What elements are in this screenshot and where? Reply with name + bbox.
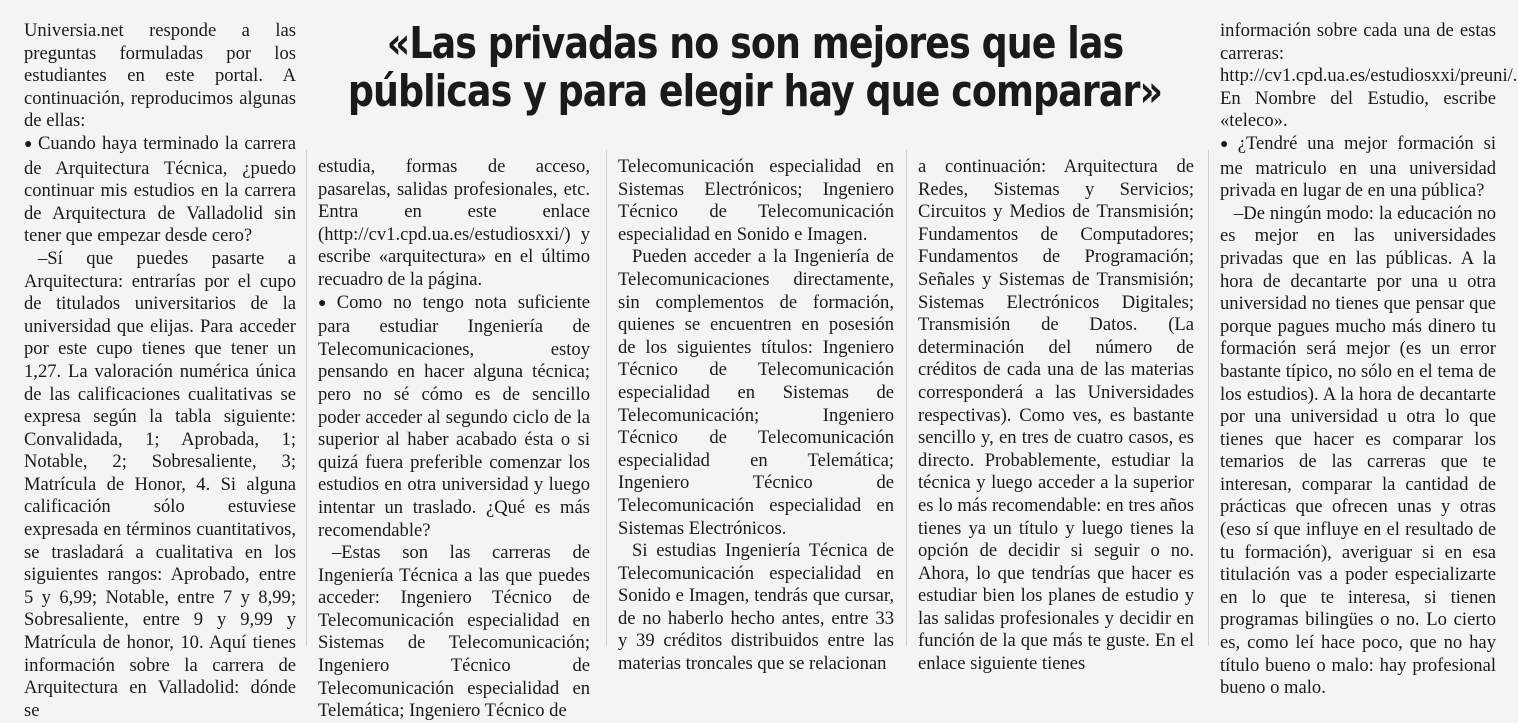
headline-line-2: públicas y para elegir hay que comparar» xyxy=(347,66,1163,117)
answer-paragraph: Pueden acceder a la Ingeniería de Telecomunicaciones directamente, sin complementos de formación, quienes se encuentren en posesión de los siguientes títulos: Ingeniero Técnico de Telecomunicación especialidad en Sistemas de Telecomunicación; Ingeniero Técnico de Telecomunicación especialidad en Telemática; Ingeniero Técnico de Telecomunicación especialidad en Sistemas Electrónicos. xyxy=(618,246,894,539)
answer-paragraph: –De ningún modo: la educación no es mejor en las universidades privadas que en las públicas. A la hora de decantarte por una u otra universidad no tienes que pensar que porque pagues mucho más dinero tu formación será mejor (es un error bastante típico, no sólo en el tema de los estudios). A la hora de decantarte por una universidad u otra lo que tienes que hacer es comparar los temarios de las carreras que te interesan, comparar la cantidad de prácticas que ofrecen unas y otras (eso sí que influye en el resultado de tu formación), averiguar si en esa titulación vas a poder especializarte en lo que te interesa, si tienen programas bilingües o no. Lo cierto es, como leí hace poco, que no hay título bueno o malo: hay profesional bueno o malo. xyxy=(1220,202,1496,699)
answer-continuation-paragraph: Telecomunicación especialidad en Sistemas Electrónicos; Ingeniero Técnico de Telecomunicación especialidad en Sonido e Imagen. xyxy=(618,156,894,245)
question-paragraph: ● ¿Tendré una mejor formación si me matriculo en una universidad privada en lugar de en una pública? xyxy=(1220,133,1496,203)
column-divider xyxy=(1208,150,1209,646)
answer-paragraph: –Sí que puedes pasarte a Arquitectura: entrarías por el cupo de titulados universitarios de la universidad que elijas. Para acceder por este cupo tienes que tener un 1,27. La valoración numérica única de las calificaciones cualitativas se expresa según la tabla siguiente: Convalidada, 1; Aprobada, 1; Notable, 2; Sobresaliente, 3; Matrícula de Honor, 4. Si alguna calificación sólo estuviese expresada en términos cuantitativos, se trasladará a cualitativa en los siguientes rangos: Aprobado, entre 5 y 6,99; Notable, entre 7 y 8,99; Sobresaliente, entre 9 y 9,99 y Matrícula de honor, 10. Aquí tienes información sobre la carrera de Arquitectura en Valladolid: dónde se xyxy=(24,247,296,721)
answer-paragraph: Si estudias Ingeniería Técnica de Telecomunicación especialidad en Sonido e Imagen, tendrás que cursar, de no haberlo hecho antes, entre 33 y 39 créditos distribuidos entre las materias troncales que se relacionan xyxy=(618,540,894,675)
question-paragraph: ● Como no tengo nota suficiente para estudiar Ingeniería de Telecomunicaciones, estoy pensando en hacer alguna técnica; pero no sé cómo es de sencillo poder acceder al segundo ciclo de la superior al haber acabado ésta o si quizá fuera preferible comenzar los estudios en otra universidad y luego intentar un traslado. ¿Qué es más recomendable? xyxy=(318,292,590,543)
article-column-2 xyxy=(318,156,590,723)
column-divider xyxy=(906,150,907,646)
headline xyxy=(336,20,1173,116)
answer-paragraph: –Estas son las carreras de Ingeniería Técnica a las que puedes acceder: Ingeniero Técnico de Telecomunicación especialidad en Sistemas de Telecomunicación; Ingeniero Técnico de Telecomunicación especialidad en Telemática; Ingeniero Técnico de xyxy=(318,542,590,722)
question-paragraph: ● Cuando haya terminado la carrera de Arquitectura Técnica, ¿puedo continuar mis estudios en la carrera de Arquitectura de Valladolid sin tener que empezar desde cero? xyxy=(24,133,296,248)
article-column-3 xyxy=(618,156,894,676)
intro-paragraph: Universia.net responde a las preguntas formuladas por los estudiantes en este portal. A continuación, reproducimos algunas de ellas: xyxy=(24,20,296,132)
answer-continuation-paragraph: estudia, formas de acceso, pasarelas, salidas profesionales, etc. Entra en este enlace (http://cv1.cpd.ua.es/estudiosxxi/) y escribe «arquitectura» en el último recuadro de la página. xyxy=(318,156,590,290)
column-divider xyxy=(606,150,607,646)
article-column-1 xyxy=(24,20,296,722)
article-column-5 xyxy=(1220,20,1518,700)
answer-continuation-paragraph: información sobre cada una de estas carreras: http://cv1.cpd.ua.es/estudiosxxi/preuni/. En Nombre del Estudio, escribe «teleco». xyxy=(1220,20,1518,132)
column-divider xyxy=(306,150,307,646)
answer-continuation-paragraph: a continuación: Arquitectura de Redes, Sistemas y Servicios; Circuitos y Medios de Transmisión; Fundamentos de Computadores; Fundamentos de Programación; Señales y Sistemas de Transmisión; Sistemas Electrónicos Digitales; Transmisión de Datos. (La determinación del número de créditos de cada una de las materias corresponderá a las Universidades respectivas). Como ves, es bastante sencillo y, en tres de cuatro casos, es directo. Probablemente, estudiar la técnica y luego acceder a la superior es lo más recomendable: en tres años tienes ya un título y luego tienes la opción de decidir si seguir o no. Ahora, lo que tendrías que hacer es estudiar bien los planes de estudio y las salidas profesionales y decidir en función de la que más te guste. En el enlace siguiente tienes xyxy=(918,156,1194,675)
headline-line-1: «Las privadas no son mejores que las xyxy=(386,18,1124,69)
article-column-4 xyxy=(918,156,1194,676)
